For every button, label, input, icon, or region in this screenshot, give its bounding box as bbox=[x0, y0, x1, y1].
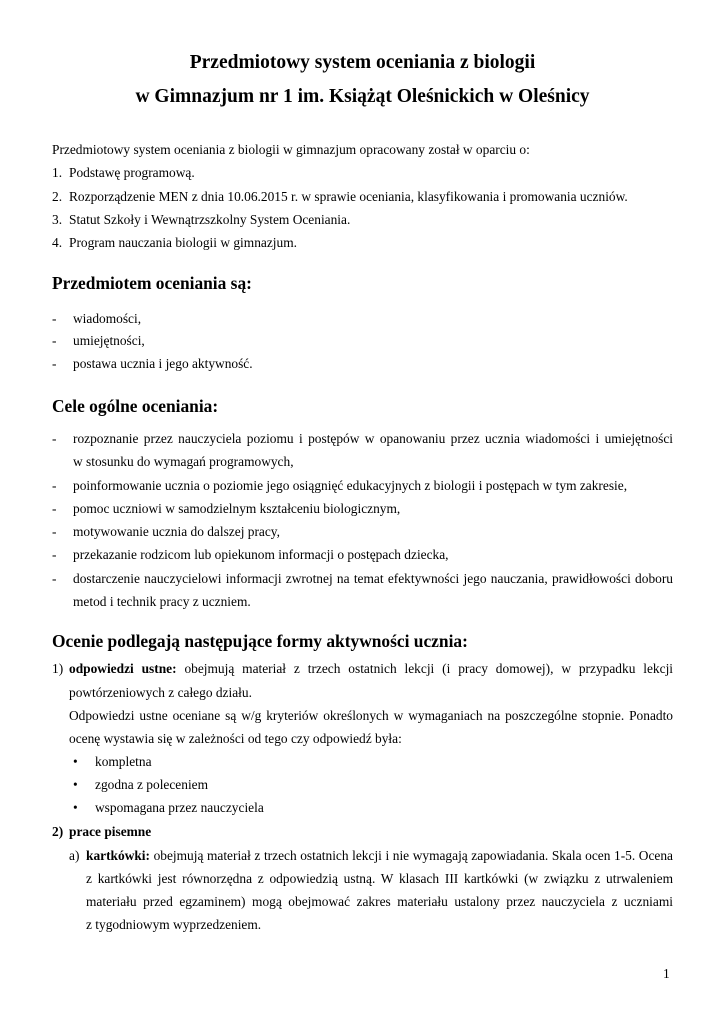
intro-item-num: 4. bbox=[52, 235, 63, 250]
sub-a-label: kartkówki: bbox=[86, 848, 150, 863]
subject-item: umiejętności, bbox=[73, 333, 145, 348]
bullet-icon: • bbox=[73, 800, 78, 815]
page-title-line1: Przedmiotowy system oceniania z biologii bbox=[189, 52, 536, 73]
oral-line3: Odpowiedzi ustne oceniane są w/g kryteriów określonych w wymaganiach na poszczególne stopnie. Ponadto bbox=[69, 708, 673, 723]
dash-marker: - bbox=[52, 478, 57, 493]
sub-a-line3: materiału przed egzaminem) mogą obejmować zakres materiału ustalony przez nauczyciela z uczniami bbox=[86, 894, 673, 909]
oral-bullet: wspomagana przez nauczyciela bbox=[95, 800, 264, 815]
goals-item-1-line2: w stosunku do wymagań programowych, bbox=[73, 454, 294, 469]
oral-bullet: kompletna bbox=[95, 754, 152, 769]
bullet-icon: • bbox=[73, 754, 78, 769]
sub-a-letter: a) bbox=[69, 848, 80, 863]
goals-item-4: motywowanie ucznia do dalszej pracy, bbox=[73, 524, 280, 539]
dash-marker: - bbox=[52, 547, 57, 562]
oral-label: odpowiedzi ustne: bbox=[69, 661, 177, 676]
intro-item-num: 3. bbox=[52, 212, 63, 227]
sub-a-line1 bbox=[86, 847, 673, 865]
oral-line1 bbox=[69, 660, 673, 678]
intro-item: Rozporządzenie MEN z dnia 10.06.2015 r. w sprawie oceniania, klasyfikowania i promowania uczniów. bbox=[69, 189, 628, 204]
goals-item-6-line2: metod i technik pracy z uczniem. bbox=[73, 594, 251, 609]
dash-marker: - bbox=[52, 311, 57, 326]
dash-marker: - bbox=[52, 524, 57, 539]
written-label: prace pisemne bbox=[69, 824, 152, 839]
subject-item: postawa ucznia i jego aktywność. bbox=[73, 356, 253, 371]
goals-item-6-line1: dostarczenie nauczycielowi informacji zwrotnej na temat efektywności jego nauczania, prawidłowości doboru bbox=[73, 571, 673, 586]
sub-a-line2: z kartkówki jest równorzędna z odpowiedzią ustną. W klasach III kartkówki (w związku z utrwaleniem bbox=[86, 871, 673, 886]
page-number: 1 bbox=[663, 966, 670, 981]
goals-item-5: przekazanie rodzicom lub opiekunom informacji o postępach dziecka, bbox=[73, 547, 449, 562]
page-title-line2: w Gimnazjum nr 1 im. Książąt Oleśnickich w Oleśnicy bbox=[135, 86, 590, 107]
goals-item-1-line1: rozpoznanie przez nauczyciela poziomu i postępów w opanowaniu przez ucznia wiadomości i umiejętności bbox=[73, 431, 673, 446]
intro-item: Podstawę programową. bbox=[69, 165, 195, 180]
intro-item: Program nauczania biologii w gimnazjum. bbox=[69, 235, 297, 250]
section-heading-forms: Ocenie podlegają następujące formy aktywności ucznia: bbox=[52, 631, 468, 651]
oral-bullet: zgodna z poleceniem bbox=[95, 777, 209, 792]
dash-marker: - bbox=[52, 333, 57, 348]
goals-item-3: pomoc uczniowi w samodzielnym kształceniu biologicznym, bbox=[73, 501, 401, 516]
bullet-icon: • bbox=[73, 777, 78, 792]
section-heading-goals: Cele ogólne oceniania: bbox=[52, 396, 219, 416]
intro-text: Przedmiotowy system oceniania z biologii w gimnazjum opracowany został w oparciu o: bbox=[52, 142, 530, 157]
section-heading-subject: Przedmiotem oceniania są: bbox=[52, 273, 252, 293]
oral-line2: powtórzeniowych z całego działu. bbox=[69, 685, 252, 700]
subject-item: wiadomości, bbox=[73, 311, 142, 326]
sub-a-line1-rest: obejmują materiał z trzech ostatnich lekcji i nie wymagają zapowiadania. Skala ocen 1-5. Ocena bbox=[150, 848, 673, 863]
written-num: 2) bbox=[52, 824, 64, 839]
oral-num: 1) bbox=[52, 661, 64, 676]
goals-item-2: poinformowanie ucznia o poziomie jego osiągnięć edukacyjnych z biologii i postępach w tym zakresie, bbox=[73, 478, 628, 493]
oral-line4: ocenę wystawia się w zależności od tego czy odpowiedź była: bbox=[69, 731, 402, 746]
dash-marker: - bbox=[52, 356, 57, 371]
sub-a-line4: z tygodniowym wyprzedzeniem. bbox=[86, 917, 262, 932]
intro-item-num: 1. bbox=[52, 165, 63, 180]
oral-line1-rest: obejmują materiał z trzech ostatnich lekcji (i pracy domowej), w przypadku lekcji bbox=[176, 661, 674, 676]
intro-item: Statut Szkoły i Wewnątrzszkolny System Oceniania. bbox=[69, 212, 351, 227]
dash-marker: - bbox=[52, 501, 57, 516]
intro-item-num: 2. bbox=[52, 189, 63, 204]
dash-marker: - bbox=[52, 571, 57, 586]
dash-marker: - bbox=[52, 431, 57, 446]
